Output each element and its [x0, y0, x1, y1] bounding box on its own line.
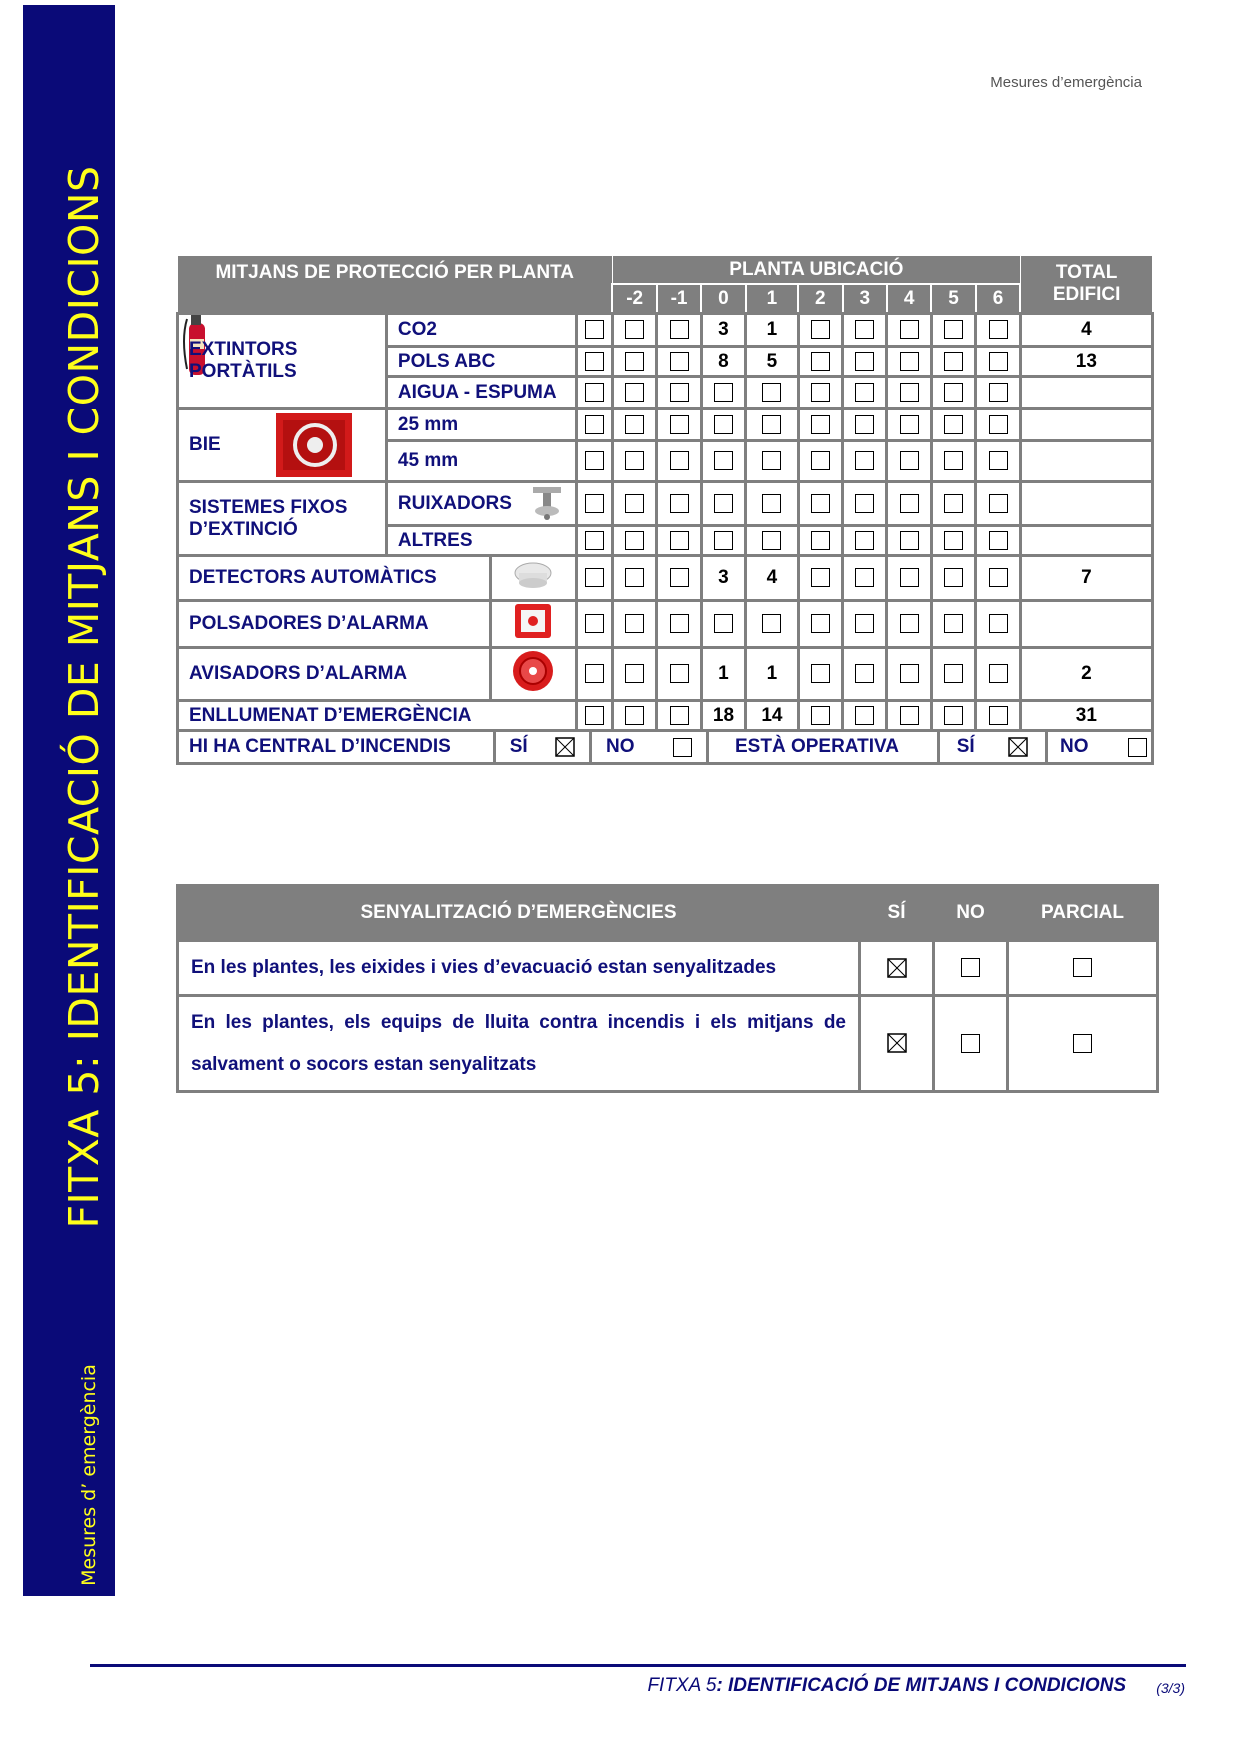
floor-header: 1: [746, 284, 798, 314]
floor-checkbox[interactable]: [900, 415, 919, 434]
floor-cell: [657, 441, 701, 482]
floor-cell: [657, 526, 701, 556]
floor-checkbox[interactable]: [900, 494, 919, 513]
row-label: RUIXADORS: [386, 482, 576, 526]
operativa-no-label: NO: [1060, 736, 1089, 757]
floor-checkbox[interactable]: [855, 531, 874, 550]
floor-cell: [843, 701, 887, 731]
floor-checkbox[interactable]: [625, 415, 644, 434]
floor-checkbox[interactable]: [855, 383, 874, 402]
floor-checkbox[interactable]: [989, 383, 1008, 402]
row-label: CO2: [386, 314, 576, 347]
signage-no-checkbox[interactable]: [961, 1034, 980, 1053]
floor-cell: [612, 314, 656, 347]
mark-cell: [576, 482, 612, 526]
floor-checkbox[interactable]: [811, 352, 830, 371]
operativa-si-checkbox[interactable]: [1008, 737, 1028, 757]
floor-checkbox[interactable]: [944, 706, 963, 725]
floor-header: 0: [701, 284, 745, 314]
floor-cell: [931, 347, 975, 377]
floor-value: 1: [746, 648, 798, 701]
floor-cell: [931, 409, 975, 441]
floor-checkbox[interactable]: [811, 451, 830, 470]
floor-checkbox[interactable]: [625, 568, 644, 587]
floor-checkbox[interactable]: [811, 383, 830, 402]
floor-checkbox[interactable]: [670, 383, 689, 402]
row-label: ENLLUMENAT D’EMERGÈNCIA: [178, 701, 577, 731]
floor-checkbox[interactable]: [811, 494, 830, 513]
smoke-detector-icon: [511, 557, 555, 593]
floor-value: 3: [701, 556, 745, 601]
row-label: POLS ABC: [386, 347, 576, 377]
floor-cell: [746, 409, 798, 441]
floor-cell: [976, 441, 1020, 482]
floor-checkbox[interactable]: [989, 614, 1008, 633]
floor-cell: [976, 377, 1020, 409]
mark-cell: [576, 601, 612, 648]
signage-row-text: En les plantes, les eixides i vies d’evacuació estan senyalitzades: [178, 941, 860, 996]
floor-value: 18: [701, 701, 745, 731]
floor-checkbox[interactable]: [762, 451, 781, 470]
floor-cell: [931, 314, 975, 347]
floor-cell: [976, 409, 1020, 441]
floor-checkbox[interactable]: [670, 706, 689, 725]
floor-cell: [612, 556, 656, 601]
row-label: AVISADORS D’ALARMA: [178, 648, 491, 701]
floor-checkbox[interactable]: [670, 531, 689, 550]
group-bie: BIE: [178, 409, 387, 482]
floor-checkbox[interactable]: [900, 614, 919, 633]
floor-checkbox[interactable]: [989, 451, 1008, 470]
floor-cell: [931, 556, 975, 601]
floor-cell: [931, 648, 975, 701]
floor-cell: [612, 648, 656, 701]
floor-checkbox[interactable]: [811, 415, 830, 434]
floor-checkbox[interactable]: [670, 451, 689, 470]
floor-checkbox[interactable]: [762, 415, 781, 434]
mark-cell: [576, 377, 612, 409]
total-cell: [1020, 377, 1152, 409]
floor-cell: [612, 441, 656, 482]
header-planta: PLANTA UBICACIÓ: [612, 256, 1020, 285]
mark-checkbox[interactable]: [585, 352, 604, 371]
floor-checkbox[interactable]: [811, 531, 830, 550]
floor-cell: [887, 526, 931, 556]
mark-cell: [576, 347, 612, 377]
floor-cell: [746, 441, 798, 482]
floor-cell: [798, 441, 842, 482]
mark-checkbox[interactable]: [585, 614, 604, 633]
floor-checkbox[interactable]: [714, 614, 733, 633]
floor-checkbox[interactable]: [900, 352, 919, 371]
floor-cell: [612, 482, 656, 526]
floor-cell: [657, 556, 701, 601]
central-no-checkbox[interactable]: [673, 738, 692, 757]
floor-checkbox[interactable]: [670, 352, 689, 371]
floor-checkbox[interactable]: [670, 664, 689, 683]
floor-header: -2: [612, 284, 656, 314]
floor-cell: [843, 482, 887, 526]
mark-cell: [576, 409, 612, 441]
row-label: DETECTORS AUTOMÀTICS: [178, 556, 491, 601]
floor-checkbox[interactable]: [714, 451, 733, 470]
central-si-label: SÍ: [509, 736, 528, 757]
floor-cell: [746, 482, 798, 526]
floor-checkbox[interactable]: [900, 531, 919, 550]
floor-cell: [843, 409, 887, 441]
floor-checkbox[interactable]: [944, 664, 963, 683]
total-cell: [1020, 526, 1152, 556]
floor-header: 2: [798, 284, 842, 314]
floor-cell: [657, 314, 701, 347]
floor-checkbox[interactable]: [625, 320, 644, 339]
mark-checkbox[interactable]: [585, 451, 604, 470]
row-label: 25 mm: [386, 409, 576, 441]
floor-cell: [976, 601, 1020, 648]
floor-checkbox[interactable]: [625, 706, 644, 725]
signage-col-si: SÍ: [860, 886, 934, 941]
floor-cell: [746, 601, 798, 648]
floor-cell: [798, 347, 842, 377]
floor-checkbox[interactable]: [989, 494, 1008, 513]
floor-checkbox[interactable]: [944, 494, 963, 513]
floor-cell: [843, 648, 887, 701]
signage-si-cell: [860, 941, 934, 996]
signage-col-no: NO: [934, 886, 1008, 941]
floor-cell: [798, 701, 842, 731]
floor-checkbox[interactable]: [714, 383, 733, 402]
row-label: POLSADORES D’ALARMA: [178, 601, 491, 648]
floor-cell: [798, 648, 842, 701]
floor-cell: [976, 701, 1020, 731]
operativa-no-checkbox[interactable]: [1128, 738, 1147, 757]
floor-checkbox[interactable]: [855, 568, 874, 587]
mark-checkbox[interactable]: [585, 664, 604, 683]
floor-checkbox[interactable]: [944, 383, 963, 402]
total-cell: 7: [1020, 556, 1152, 601]
signage-no-cell: [934, 996, 1008, 1092]
manual-call-point-icon: [511, 602, 555, 640]
floor-checkbox[interactable]: [855, 320, 874, 339]
floor-cell: [701, 377, 745, 409]
floor-cell: [612, 526, 656, 556]
central-si-checkbox[interactable]: [555, 737, 575, 757]
signage-table: [176, 884, 1159, 1093]
floor-checkbox[interactable]: [670, 320, 689, 339]
floor-value: 1: [701, 648, 745, 701]
floor-checkbox[interactable]: [944, 614, 963, 633]
floor-checkbox[interactable]: [625, 383, 644, 402]
floor-checkbox[interactable]: [670, 494, 689, 513]
floor-cell: [798, 377, 842, 409]
floor-cell: [976, 648, 1020, 701]
row-icon: [490, 601, 576, 648]
row-label: 45 mm: [386, 441, 576, 482]
floor-cell: [976, 482, 1020, 526]
floor-value: 14: [746, 701, 798, 731]
mark-checkbox[interactable]: [585, 415, 604, 434]
floor-cell: [976, 347, 1020, 377]
floor-checkbox[interactable]: [714, 415, 733, 434]
floor-checkbox[interactable]: [762, 383, 781, 402]
floor-checkbox[interactable]: [944, 531, 963, 550]
signage-parcial-cell: [1008, 941, 1158, 996]
floor-cell: [843, 526, 887, 556]
central-no-label: NO: [606, 736, 635, 757]
floor-checkbox[interactable]: [625, 614, 644, 633]
total-cell: [1020, 601, 1152, 648]
total-cell: [1020, 409, 1152, 441]
floor-cell: [798, 601, 842, 648]
total-cell: [1020, 482, 1152, 526]
floor-cell: [612, 377, 656, 409]
floor-checkbox[interactable]: [811, 706, 830, 725]
floor-cell: [798, 314, 842, 347]
floor-checkbox[interactable]: [811, 320, 830, 339]
header-mitjans: MITJANS DE PROTECCIÓ PER PLANTA: [178, 256, 613, 314]
floor-cell: [976, 556, 1020, 601]
floor-cell: [887, 482, 931, 526]
floor-checkbox[interactable]: [900, 568, 919, 587]
floor-checkbox[interactable]: [670, 415, 689, 434]
floor-cell: [701, 601, 745, 648]
floor-checkbox[interactable]: [944, 451, 963, 470]
floor-cell: [657, 648, 701, 701]
floor-checkbox[interactable]: [625, 352, 644, 371]
floor-checkbox[interactable]: [811, 614, 830, 633]
floor-checkbox[interactable]: [900, 320, 919, 339]
floor-cell: [843, 601, 887, 648]
footer-title: FITXA 5: IDENTIFICACIÓ DE MITJANS I CONDICIONS: [647, 1675, 1126, 1696]
floor-checkbox[interactable]: [811, 568, 830, 587]
floor-cell: [798, 409, 842, 441]
total-cell: 13: [1020, 347, 1152, 377]
floor-checkbox[interactable]: [989, 568, 1008, 587]
signage-no-cell: [934, 941, 1008, 996]
floor-checkbox[interactable]: [714, 531, 733, 550]
floor-checkbox[interactable]: [989, 531, 1008, 550]
floor-cell: [887, 347, 931, 377]
floor-cell: [931, 377, 975, 409]
floor-cell: [887, 601, 931, 648]
signage-si-checkbox[interactable]: [887, 958, 907, 978]
floor-value: 3: [701, 314, 745, 347]
floor-checkbox[interactable]: [855, 614, 874, 633]
row-label: AIGUA - ESPUMA: [386, 377, 576, 409]
floor-cell: [798, 556, 842, 601]
floor-cell: [746, 377, 798, 409]
mark-cell: [576, 314, 612, 347]
header-total: TOTAL EDIFICI: [1020, 256, 1152, 314]
floor-cell: [798, 482, 842, 526]
floor-checkbox[interactable]: [855, 664, 874, 683]
floor-cell: [798, 526, 842, 556]
floor-cell: [887, 314, 931, 347]
row-icon: [490, 556, 576, 601]
total-cell: [1020, 441, 1152, 482]
floor-cell: [657, 701, 701, 731]
floor-header: -1: [657, 284, 701, 314]
floor-checkbox[interactable]: [989, 352, 1008, 371]
floor-checkbox[interactable]: [900, 706, 919, 725]
floor-checkbox[interactable]: [989, 320, 1008, 339]
floor-cell: [612, 701, 656, 731]
floor-cell: [657, 482, 701, 526]
floor-checkbox[interactable]: [625, 451, 644, 470]
signage-col-parcial: PARCIAL: [1008, 886, 1158, 941]
floor-checkbox[interactable]: [900, 664, 919, 683]
mark-checkbox[interactable]: [585, 320, 604, 339]
mark-cell: [576, 441, 612, 482]
total-cell: 2: [1020, 648, 1152, 701]
floor-header: 3: [843, 284, 887, 314]
floor-checkbox[interactable]: [855, 451, 874, 470]
floor-cell: [657, 601, 701, 648]
floor-cell: [657, 377, 701, 409]
mark-checkbox[interactable]: [585, 568, 604, 587]
mark-cell: [576, 556, 612, 601]
signage-parcial-checkbox[interactable]: [1073, 1034, 1092, 1053]
central-row: [178, 731, 1153, 764]
floor-cell: [887, 556, 931, 601]
mark-checkbox[interactable]: [585, 531, 604, 550]
mark-checkbox[interactable]: [585, 383, 604, 402]
floor-cell: [843, 347, 887, 377]
mark-checkbox[interactable]: [585, 706, 604, 725]
floor-cell: [887, 701, 931, 731]
operativa-si-label: SÍ: [956, 736, 975, 757]
signage-si-cell: [860, 996, 934, 1092]
mark-cell: [576, 701, 612, 731]
floor-cell: [701, 441, 745, 482]
floor-header: 4: [887, 284, 931, 314]
floor-cell: [887, 441, 931, 482]
group-sistemes: SISTEMES FIXOS D’EXTINCIÓ: [178, 482, 387, 556]
floor-cell: [701, 482, 745, 526]
floor-cell: [843, 377, 887, 409]
floor-cell: [887, 409, 931, 441]
signage-no-checkbox[interactable]: [961, 958, 980, 977]
floor-cell: [976, 314, 1020, 347]
alarm-bell-icon: [511, 649, 555, 693]
floor-value: 1: [746, 314, 798, 347]
floor-checkbox[interactable]: [625, 494, 644, 513]
floor-checkbox[interactable]: [811, 664, 830, 683]
floor-cell: [843, 556, 887, 601]
floor-cell: [657, 409, 701, 441]
floor-cell: [612, 601, 656, 648]
central-label: HI HA CENTRAL D’INCENDIS: [179, 732, 496, 762]
floor-checkbox[interactable]: [714, 494, 733, 513]
signage-parcial-cell: [1008, 996, 1158, 1092]
page-header: Mesures d’emergència: [990, 74, 1142, 91]
mark-cell: [576, 526, 612, 556]
floor-checkbox[interactable]: [900, 451, 919, 470]
mark-checkbox[interactable]: [585, 494, 604, 513]
floor-checkbox[interactable]: [944, 320, 963, 339]
floor-checkbox[interactable]: [989, 664, 1008, 683]
floor-cell: [612, 347, 656, 377]
floor-cell: [701, 409, 745, 441]
total-cell: 4: [1020, 314, 1152, 347]
total-cell: 31: [1020, 701, 1152, 731]
protection-table: [176, 255, 1154, 765]
floor-cell: [976, 526, 1020, 556]
floor-cell: [887, 377, 931, 409]
signage-header: SENYALITZACIÓ D’EMERGÈNCIES: [178, 886, 860, 941]
floor-cell: [931, 601, 975, 648]
signage-parcial-checkbox[interactable]: [1073, 958, 1092, 977]
floor-value: 8: [701, 347, 745, 377]
floor-checkbox[interactable]: [762, 494, 781, 513]
floor-cell: [746, 526, 798, 556]
floor-cell: [843, 441, 887, 482]
floor-cell: [843, 314, 887, 347]
floor-checkbox[interactable]: [989, 415, 1008, 434]
floor-checkbox[interactable]: [762, 614, 781, 633]
row-icon: [490, 648, 576, 701]
floor-checkbox[interactable]: [989, 706, 1008, 725]
floor-checkbox[interactable]: [625, 531, 644, 550]
floor-checkbox[interactable]: [670, 614, 689, 633]
fire-hose-cabinet-icon: [275, 412, 353, 478]
floor-checkbox[interactable]: [670, 568, 689, 587]
floor-checkbox[interactable]: [855, 706, 874, 725]
floor-cell: [931, 526, 975, 556]
signage-si-checkbox[interactable]: [887, 1033, 907, 1053]
row-label: ALTRES: [386, 526, 576, 556]
signage-row-text: En les plantes, els equips de lluita contra incendis i els mitjans de salvament o socors estan senyalitzats: [178, 996, 860, 1092]
floor-checkbox[interactable]: [855, 494, 874, 513]
floor-checkbox[interactable]: [855, 352, 874, 371]
floor-header: 5: [931, 284, 975, 314]
floor-cell: [931, 701, 975, 731]
floor-cell: [657, 347, 701, 377]
floor-checkbox[interactable]: [625, 664, 644, 683]
floor-checkbox[interactable]: [944, 352, 963, 371]
floor-header: 6: [976, 284, 1020, 314]
footer-line: [90, 1664, 1186, 1667]
floor-cell: [701, 526, 745, 556]
floor-checkbox[interactable]: [762, 531, 781, 550]
floor-checkbox[interactable]: [900, 383, 919, 402]
floor-cell: [931, 441, 975, 482]
operativa-label: ESTÀ OPERATIVA: [709, 732, 940, 762]
floor-value: 5: [746, 347, 798, 377]
floor-checkbox[interactable]: [855, 415, 874, 434]
floor-checkbox[interactable]: [944, 415, 963, 434]
floor-checkbox[interactable]: [944, 568, 963, 587]
sprinkler-icon: [527, 485, 567, 521]
floor-cell: [931, 482, 975, 526]
mark-cell: [576, 648, 612, 701]
floor-value: 4: [746, 556, 798, 601]
floor-cell: [887, 648, 931, 701]
group-extintors: EXTINTORS PORTÀTILS: [178, 314, 387, 409]
footer-page-number: (3/3): [1156, 1680, 1185, 1696]
floor-cell: [612, 409, 656, 441]
